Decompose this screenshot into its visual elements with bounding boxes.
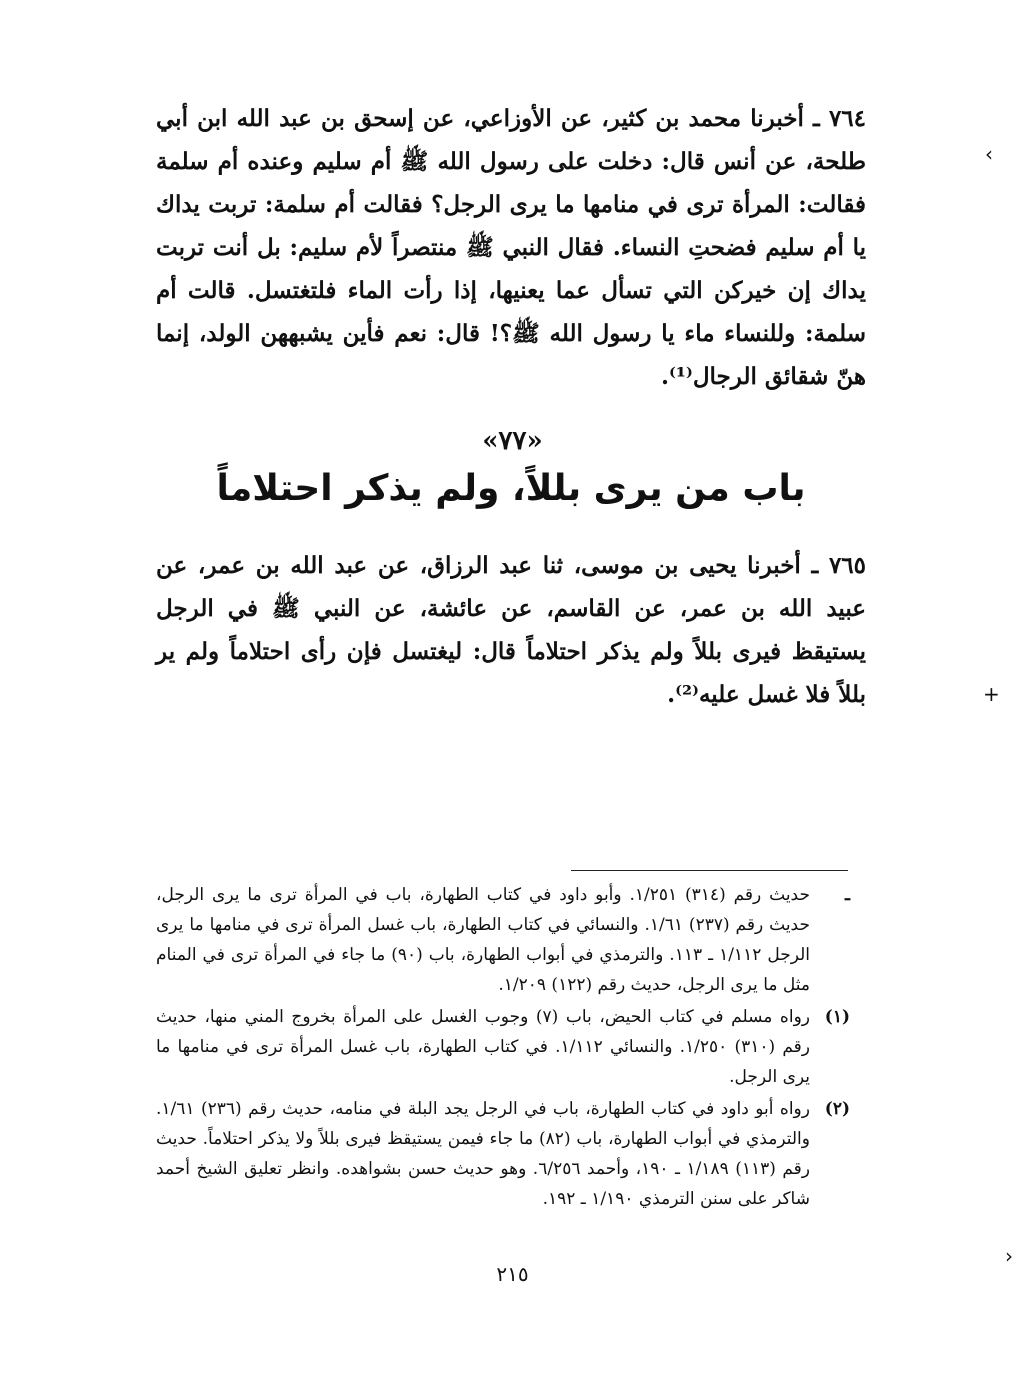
- chapter-title: باب من يرى بللاً، ولم يذكر احتلاماً: [216, 468, 806, 509]
- margin-mark: ›: [1005, 1244, 1013, 1268]
- footnote-separator: [571, 870, 848, 871]
- footnote-1: [156, 1002, 850, 1092]
- footnote-text: رواه أبو داود في كتاب الطهارة، باب في الرجل يجد البلة في منامه، حديث رقم (٢٣٦) ١/٦١. والترمذي في أبواب الطهارة، باب (٨٢) ما جاء فيمن يستيقظ فيرى بللاً ولا يذكر احتلاماً. حديث رقم (١١٣) ١/١٨٩ ـ ١٩٠، وأحمد ٦/٢٥٦. وهو حديث حسن بشواهده. وانظر تعليق الشيخ أحمد شاكر على سنن الترمذي ١/١٩٠ ـ ١٩٢.: [156, 1099, 810, 1209]
- chapter-number: «٧٧»: [482, 426, 543, 456]
- page-number: ٢١٥: [496, 1262, 529, 1286]
- hadith-765-paragraph: ٧٦٥ ـ أخبرنا يحيى بن موسى، ثنا عبد الرزاق، عن عبد الله بن عمر، عن عبيد الله بن عمر، عن القاسم، عن عائشة، عن النبي ﷺ في الرجل يستيقظ فيرى بللاً ولم يذكر احتلاماً قال: ليغتسل فإن رأى احتلاماً ولم ير بللاً فلا غسل عليه⁽²⁾.: [156, 552, 866, 708]
- footnote-text: رواه مسلم في كتاب الحيض، باب (٧) وجوب الغسل على المرأة بخروج المني منها، حديث رقم (٣١٠) ١/٢٥٠. والنسائي ١/١١٢. في كتاب الطهارة، باب غسل المرأة ترى في منامها ما يرى الرجل.: [156, 1007, 811, 1087]
- margin-mark: ‹: [985, 142, 993, 166]
- footnote-text: حديث رقم (٣١٤) ١/٢٥١. وأبو داود في كتاب الطهارة، باب في المرأة ترى ما يرى الرجل، حديث رقم (٢٣٧) ١/٦١. والنسائي في كتاب الطهارة، باب غسل المرأة ترى في منامها ما يرى الرجل ١/١١٢ ـ ١١٣. والترمذي في أبواب الطهارة، باب (٩٠) ما جاء في المرأة ترى في المنام مثل ما يرى الرجل، حديث رقم (١٢٢) ١/٢٠٩.: [156, 885, 810, 995]
- footnote-marker: ـ: [845, 885, 850, 905]
- footnote-2: [156, 1094, 850, 1214]
- footnote-marker: (١): [824, 1007, 850, 1027]
- footnotes: [156, 880, 850, 1216]
- margin-mark: +: [983, 682, 1000, 706]
- footnote-continued: [156, 880, 850, 1000]
- hadith-764-paragraph: ٧٦٤ ـ أخبرنا محمد بن كثير، عن الأوزاعي، عن إسحق بن عبد الله ابن أبي طلحة، عن أنس قال: دخلت على رسول الله ﷺ أم سليم وعنده أم سلمة فقالت: المرأة ترى في منامها ما يرى الرجل؟ فقالت أم سلمة: تربت يداك يا أم سليم فضحتِ النساء. فقال النبي ﷺ منتصراً لأم سليم: بل أنت تربت يداك إن خيركن التي تسأل عما يعنيها، إذا رأت الماء فلتغتسل. قالت أم سلمة: وللنساء ماء يا رسول الله ﷺ؟! قال: نعم فأين يشبههن الولد، إنما هنّ شقائق الرجال⁽¹⁾.: [156, 105, 866, 390]
- footnote-marker: (٢): [824, 1099, 850, 1119]
